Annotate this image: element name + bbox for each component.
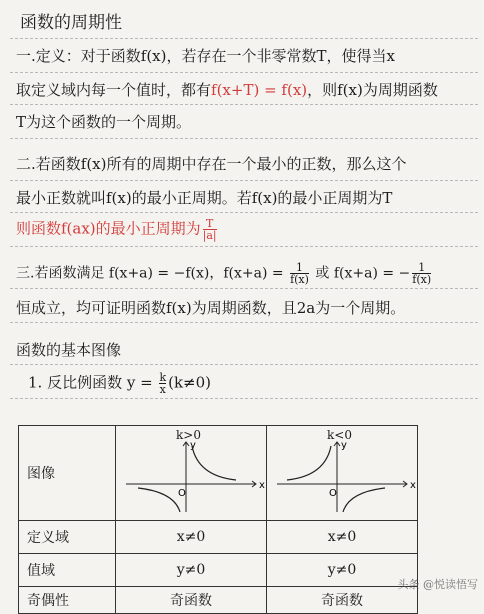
ruled-line <box>10 180 478 181</box>
fraction-numerator: k <box>159 371 167 384</box>
table-row-domain <box>19 521 418 554</box>
third-rule-line-1 <box>16 262 433 285</box>
definition-line-2 <box>16 80 438 100</box>
y-axis-label: y <box>341 440 347 451</box>
graph-k-negative <box>267 426 418 521</box>
inverse-function-item <box>28 372 211 395</box>
ruled-line <box>10 246 478 247</box>
row-label-graph: 图像 <box>19 426 116 521</box>
fraction-numerator: T <box>205 217 214 230</box>
ruled-line <box>10 212 478 213</box>
min-period-text: 则函数f(ax)的最小正周期为 <box>16 219 201 238</box>
x-axis-label: x <box>410 480 416 491</box>
fraction-denominator: f(x) <box>412 273 432 286</box>
parity-k-positive: 奇函数 <box>116 587 267 614</box>
origin-label: O <box>329 488 337 499</box>
y-axis-label: y <box>190 440 196 451</box>
fraction-numerator: 1 <box>418 261 426 274</box>
ruled-line <box>10 104 478 105</box>
definition-text-end: ，则f(x)为周期函数 <box>307 81 438 99</box>
graph-k-positive <box>116 426 267 521</box>
reciprocal-fraction <box>290 262 309 285</box>
ruled-line <box>10 364 478 365</box>
fraction-denominator: x <box>159 383 166 396</box>
hyperbola-branch-q4 <box>343 488 385 512</box>
hyperbola-branch-q2 <box>287 446 331 480</box>
third-rule-text-or: 或 f(x+a) = − <box>310 265 411 282</box>
range-k-negative: y≠0 <box>267 554 418 587</box>
fraction-denominator: f(x) <box>290 273 309 286</box>
definition-text: 取定义域内每一个值时，都有 <box>16 81 212 99</box>
neg-reciprocal-fraction <box>412 262 431 285</box>
hyperbola-branch-q1 <box>192 446 236 480</box>
origin-label: O <box>178 488 186 499</box>
domain-k-negative: x≠0 <box>267 521 418 554</box>
range-k-positive: y≠0 <box>116 554 267 587</box>
ruled-line <box>10 398 478 399</box>
row-label-range: 值域 <box>19 554 116 587</box>
parity-k-negative: 奇函数 <box>267 587 418 614</box>
min-period-line-1: 二.若函数f(x)所有的周期中存在一个最小的正数，那么这个 <box>16 155 407 173</box>
third-rule-line-2: 恒成立，均可证明函数f(x)为周期函数，且2a为一个周期。 <box>16 299 406 317</box>
definition-line-1: 一.定义：对于函数f(x)，若存在一个非零常数T，使得当x <box>16 47 395 65</box>
fraction-numerator: 1 <box>295 261 303 274</box>
x-axis-label: x <box>259 480 265 491</box>
watermark: 头条 @悦读悟写 <box>397 578 478 591</box>
row-label-domain: 定义域 <box>19 521 116 554</box>
domain-k-positive: x≠0 <box>116 521 267 554</box>
ruled-line <box>10 38 478 39</box>
row-label-parity: 奇偶性 <box>19 587 116 614</box>
periodic-equation: f(x+T) = f(x) <box>211 81 308 99</box>
min-period-line-2: 最小正数就叫f(x)的最小正周期。若f(x)的最小正周期为T <box>16 189 393 207</box>
fraction-denominator: |a| <box>202 229 217 242</box>
ruled-line <box>10 288 478 289</box>
ruled-line <box>10 72 478 73</box>
table-row-parity <box>19 587 418 614</box>
ruled-line <box>10 138 478 139</box>
k-condition: (k≠0) <box>168 373 212 392</box>
inverse-function-label: 1. 反比例函数 y = <box>28 373 158 392</box>
k-over-x-fraction <box>159 372 166 395</box>
page-title: 函数的周期性 <box>20 13 122 33</box>
third-rule-text: 三.若函数满足 f(x+a) = −f(x)，f(x+a) = <box>16 265 289 282</box>
min-period-fraction <box>203 218 217 241</box>
definition-line-3: T为这个函数的一个周期。 <box>16 113 192 131</box>
table-row-graph <box>19 426 418 521</box>
col-header-k-positive: k>0 <box>176 428 201 442</box>
ruled-line <box>10 322 478 323</box>
hyperbola-branch-q3 <box>138 488 180 512</box>
basic-graphs-heading: 函数的基本图像 <box>16 341 122 359</box>
min-period-line-3 <box>16 218 219 241</box>
table-row-range <box>19 554 418 587</box>
inverse-function-table <box>18 425 418 614</box>
col-header-k-negative: k<0 <box>327 428 352 442</box>
